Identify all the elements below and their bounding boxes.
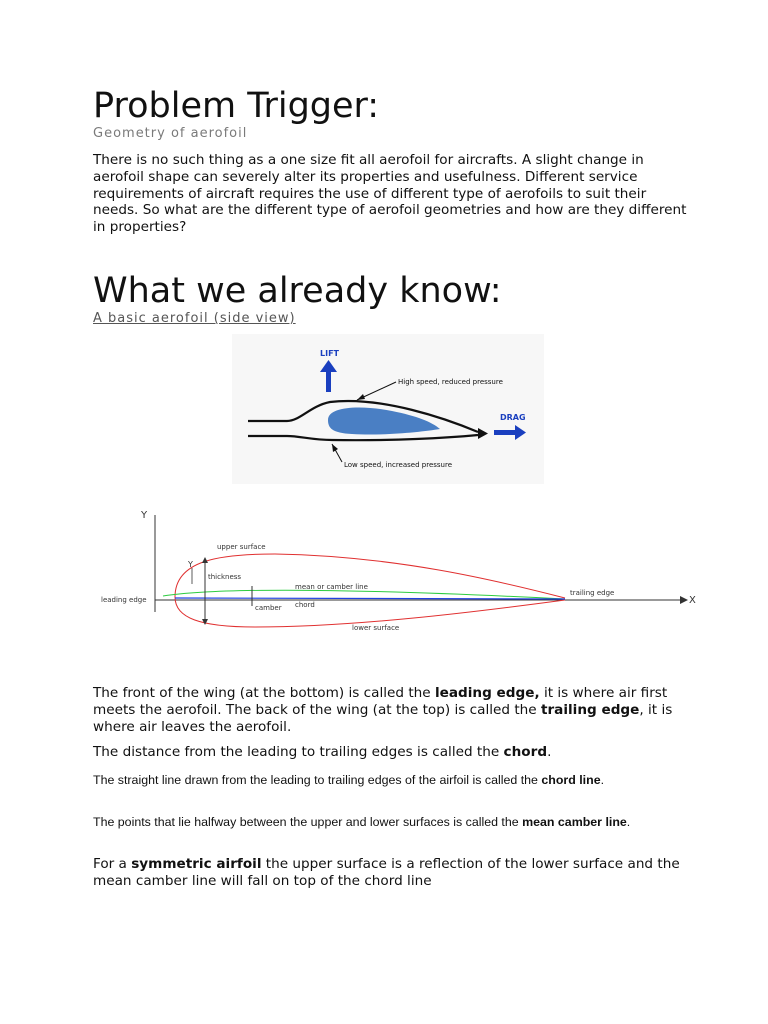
chord-line-text-1: The straight line drawn from the leading to trailing edges of the airfoil is called the <box>93 773 542 787</box>
trailing-edge-label: trailing edge <box>570 589 615 597</box>
high-speed-label: High speed, reduced pressure <box>398 378 503 386</box>
low-speed-label: Low speed, increased pressure <box>344 461 453 469</box>
problem-subtitle: Geometry of aerofoil <box>93 126 248 141</box>
upper-surface-label: upper surface <box>217 543 266 551</box>
drag-label: DRAG <box>500 413 526 422</box>
edges-text-3: , it is where air leaves the aerofoil. <box>93 701 673 735</box>
trailing-edge-term: trailing edge <box>540 701 640 718</box>
thickness-arrow-top <box>202 557 208 563</box>
chord-line-term: chord line <box>541 773 601 787</box>
mean-camber-paragraph <box>93 814 693 831</box>
figure-caption: A basic aerofoil (side view) <box>93 311 296 326</box>
lower-surface-label: lower surface <box>352 624 400 632</box>
chord-paragraph <box>93 744 693 761</box>
chord-line-paragraph <box>93 772 693 789</box>
mean-camber-text-1: The points that lie halfway between the upper and lower surfaces is called the <box>93 815 523 829</box>
problem-paragraph: There is no such thing as a one size fit all aerofoil for aircrafts. A slight change in aerofoil shape can severely alter its properties and usefulness. Different service requirements of aircraft requires the use of different type of aerofoils to suit their needs. So what are the different type of aerofoil geometries and how are they different in properties? <box>93 152 687 236</box>
edges-text-1: The front of the wing (at the bottom) is called the <box>93 685 435 701</box>
symmetric-airfoil-paragraph <box>93 856 693 890</box>
edges-text-2: it is where air first meets the aerofoil. The back of the wing (at the top) is called the <box>93 685 668 718</box>
upper-y-mark: Y <box>188 560 193 569</box>
symmetric-airfoil-term: symmetric airfoil <box>131 856 262 872</box>
chord-line-text-2: . <box>600 773 605 787</box>
symmetric-text-1: For a <box>93 856 132 872</box>
chord-term: chord <box>503 744 548 760</box>
mean-camber-text-2: . <box>626 815 631 829</box>
camber-label: camber <box>255 604 282 612</box>
problem-trigger-heading: Problem Trigger: <box>93 86 380 126</box>
x-axis-label: X <box>689 595 696 606</box>
lower-surface-curve <box>175 597 565 627</box>
aerofoil-geometry-figure <box>95 500 710 645</box>
what-we-know-heading: What we already know: <box>93 271 502 311</box>
leading-edge-label: leading edge <box>101 596 147 604</box>
chord-label: chord <box>295 601 315 609</box>
chord-line <box>175 598 565 599</box>
y-axis-label: Y <box>141 510 148 521</box>
aerofoil-lift-drag-figure <box>232 334 544 484</box>
edges-paragraph <box>93 685 693 735</box>
symmetric-text-2: the upper surface is a reflection of the lower surface and the mean camber line will fall on top of the chord line <box>93 856 680 889</box>
mean-camber-label: mean or camber line <box>295 583 368 591</box>
chord-text-2: . <box>547 744 552 760</box>
lift-label: LIFT <box>320 349 339 358</box>
chord-text-1: The distance from the leading to trailing edges is called the <box>93 744 504 760</box>
leading-edge-term: leading edge, <box>434 685 540 701</box>
x-axis-arrow <box>680 596 688 604</box>
mean-camber-term: mean camber line <box>522 815 627 829</box>
thickness-label: thickness <box>208 573 242 581</box>
